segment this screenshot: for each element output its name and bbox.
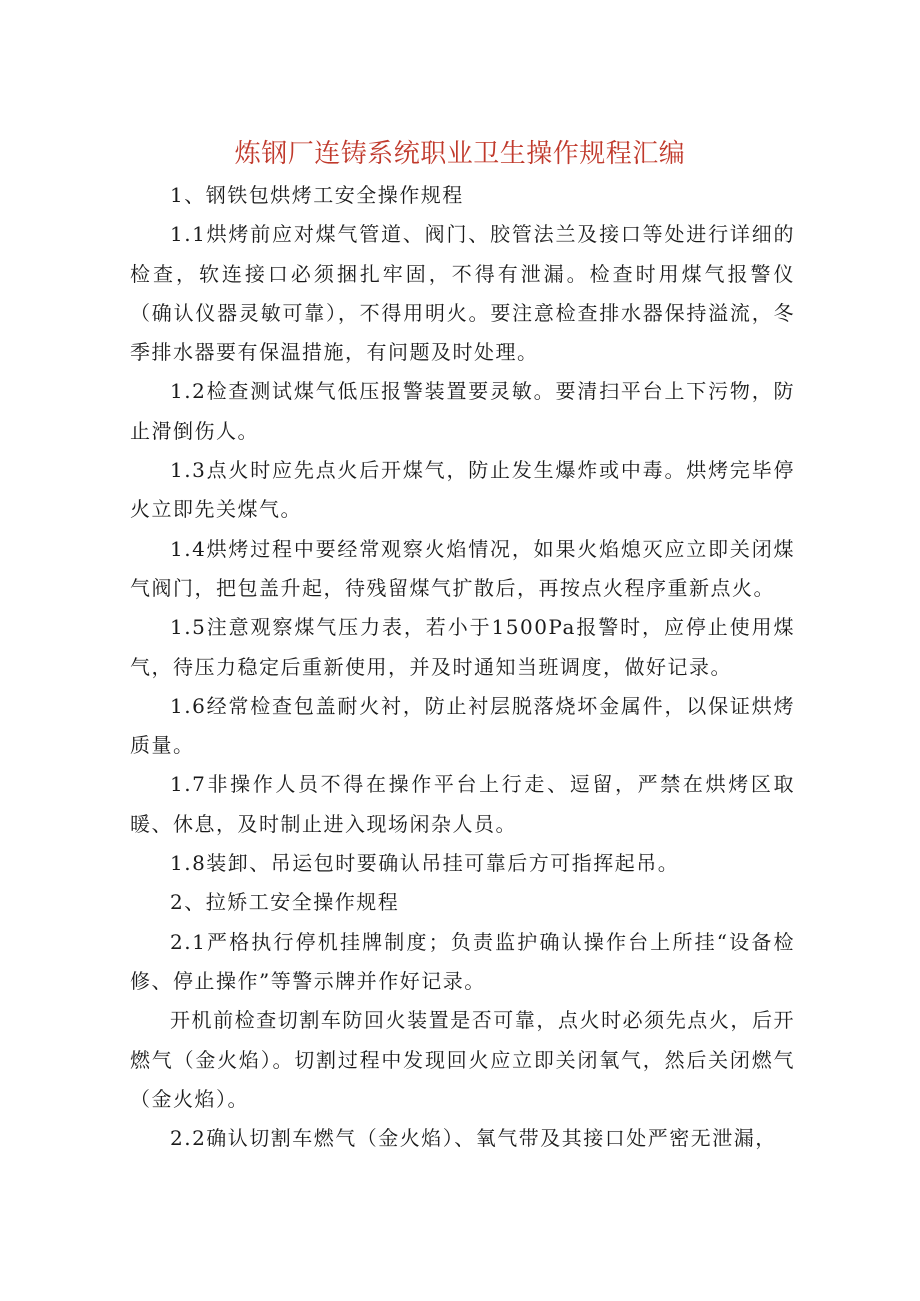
paragraph: 1.7非操作人员不得在操作平台上行走、逗留，严禁在烘烤区取暖、休息，及时制止进入现场闲杂人员。 xyxy=(130,772,795,836)
paragraph: 2.2确认切割车燃气（金火焰）、氧气带及其接口处严密无泄漏， xyxy=(170,1126,777,1151)
paragraph: 2.1严格执行停机挂牌制度；负责监护确认操作台上所挂“设备检修、停止操作”等警示牌并作好记录。 xyxy=(130,929,795,993)
section-heading: 1、钢铁包烘烤工安全操作规程 xyxy=(170,183,464,207)
paragraph: 1.4烘烤过程中要经常观察火焰情况，如果火焰熄灭应立即关闭煤气阀门，把包盖升起，待残留煤气扩散后，再按点火程序重新点火。 xyxy=(130,536,795,600)
paragraph: 1.5注意观察煤气压力表，若小于1500Pa报警时，应停止使用煤气，待压力稳定后重新使用，并及时通知当班调度，做好记录。 xyxy=(130,615,795,679)
paragraph: 1.1烘烤前应对煤气管道、阀门、胶管法兰及接口等处进行详细的检查，软连接口必须捆扎牢固，不得有泄漏。检查时用煤气报警仪（确认仪器灵敏可靠），不得用明火。要注意检查排水器保持溢流，冬季排水器要有保温措施，有问题及时处理。 xyxy=(130,222,795,365)
document-title: 炼钢厂连铸系统职业卫生操作规程汇编 xyxy=(234,139,686,169)
paragraph: 1.2检查测试煤气低压报警装置要灵敏。要清扫平台上下污物，防止滑倒伤人。 xyxy=(130,379,795,443)
section-heading: 2、拉矫工安全操作规程 xyxy=(170,890,400,915)
paragraph: 1.8装卸、吊运包时要确认吊挂可靠后方可指挥起吊。 xyxy=(170,851,680,876)
paragraph: 1.3点火时应先点火后开煤气，防止发生爆炸或中毒。烘烤完毕停火立即先关煤气。 xyxy=(130,458,795,522)
paragraph: 1.6经常检查包盖耐火衬，防止衬层脱落烧坏金属件，以保证烘烤质量。 xyxy=(130,693,795,758)
paragraph: 开机前检查切割车防回火装置是否可靠，点火时必须先点火，后开燃气（金火焰）。切割过程中发现回火应立即关闭氧气，然后关闭燃气（金火焰）。 xyxy=(130,1008,795,1111)
document-body xyxy=(130,176,795,1158)
